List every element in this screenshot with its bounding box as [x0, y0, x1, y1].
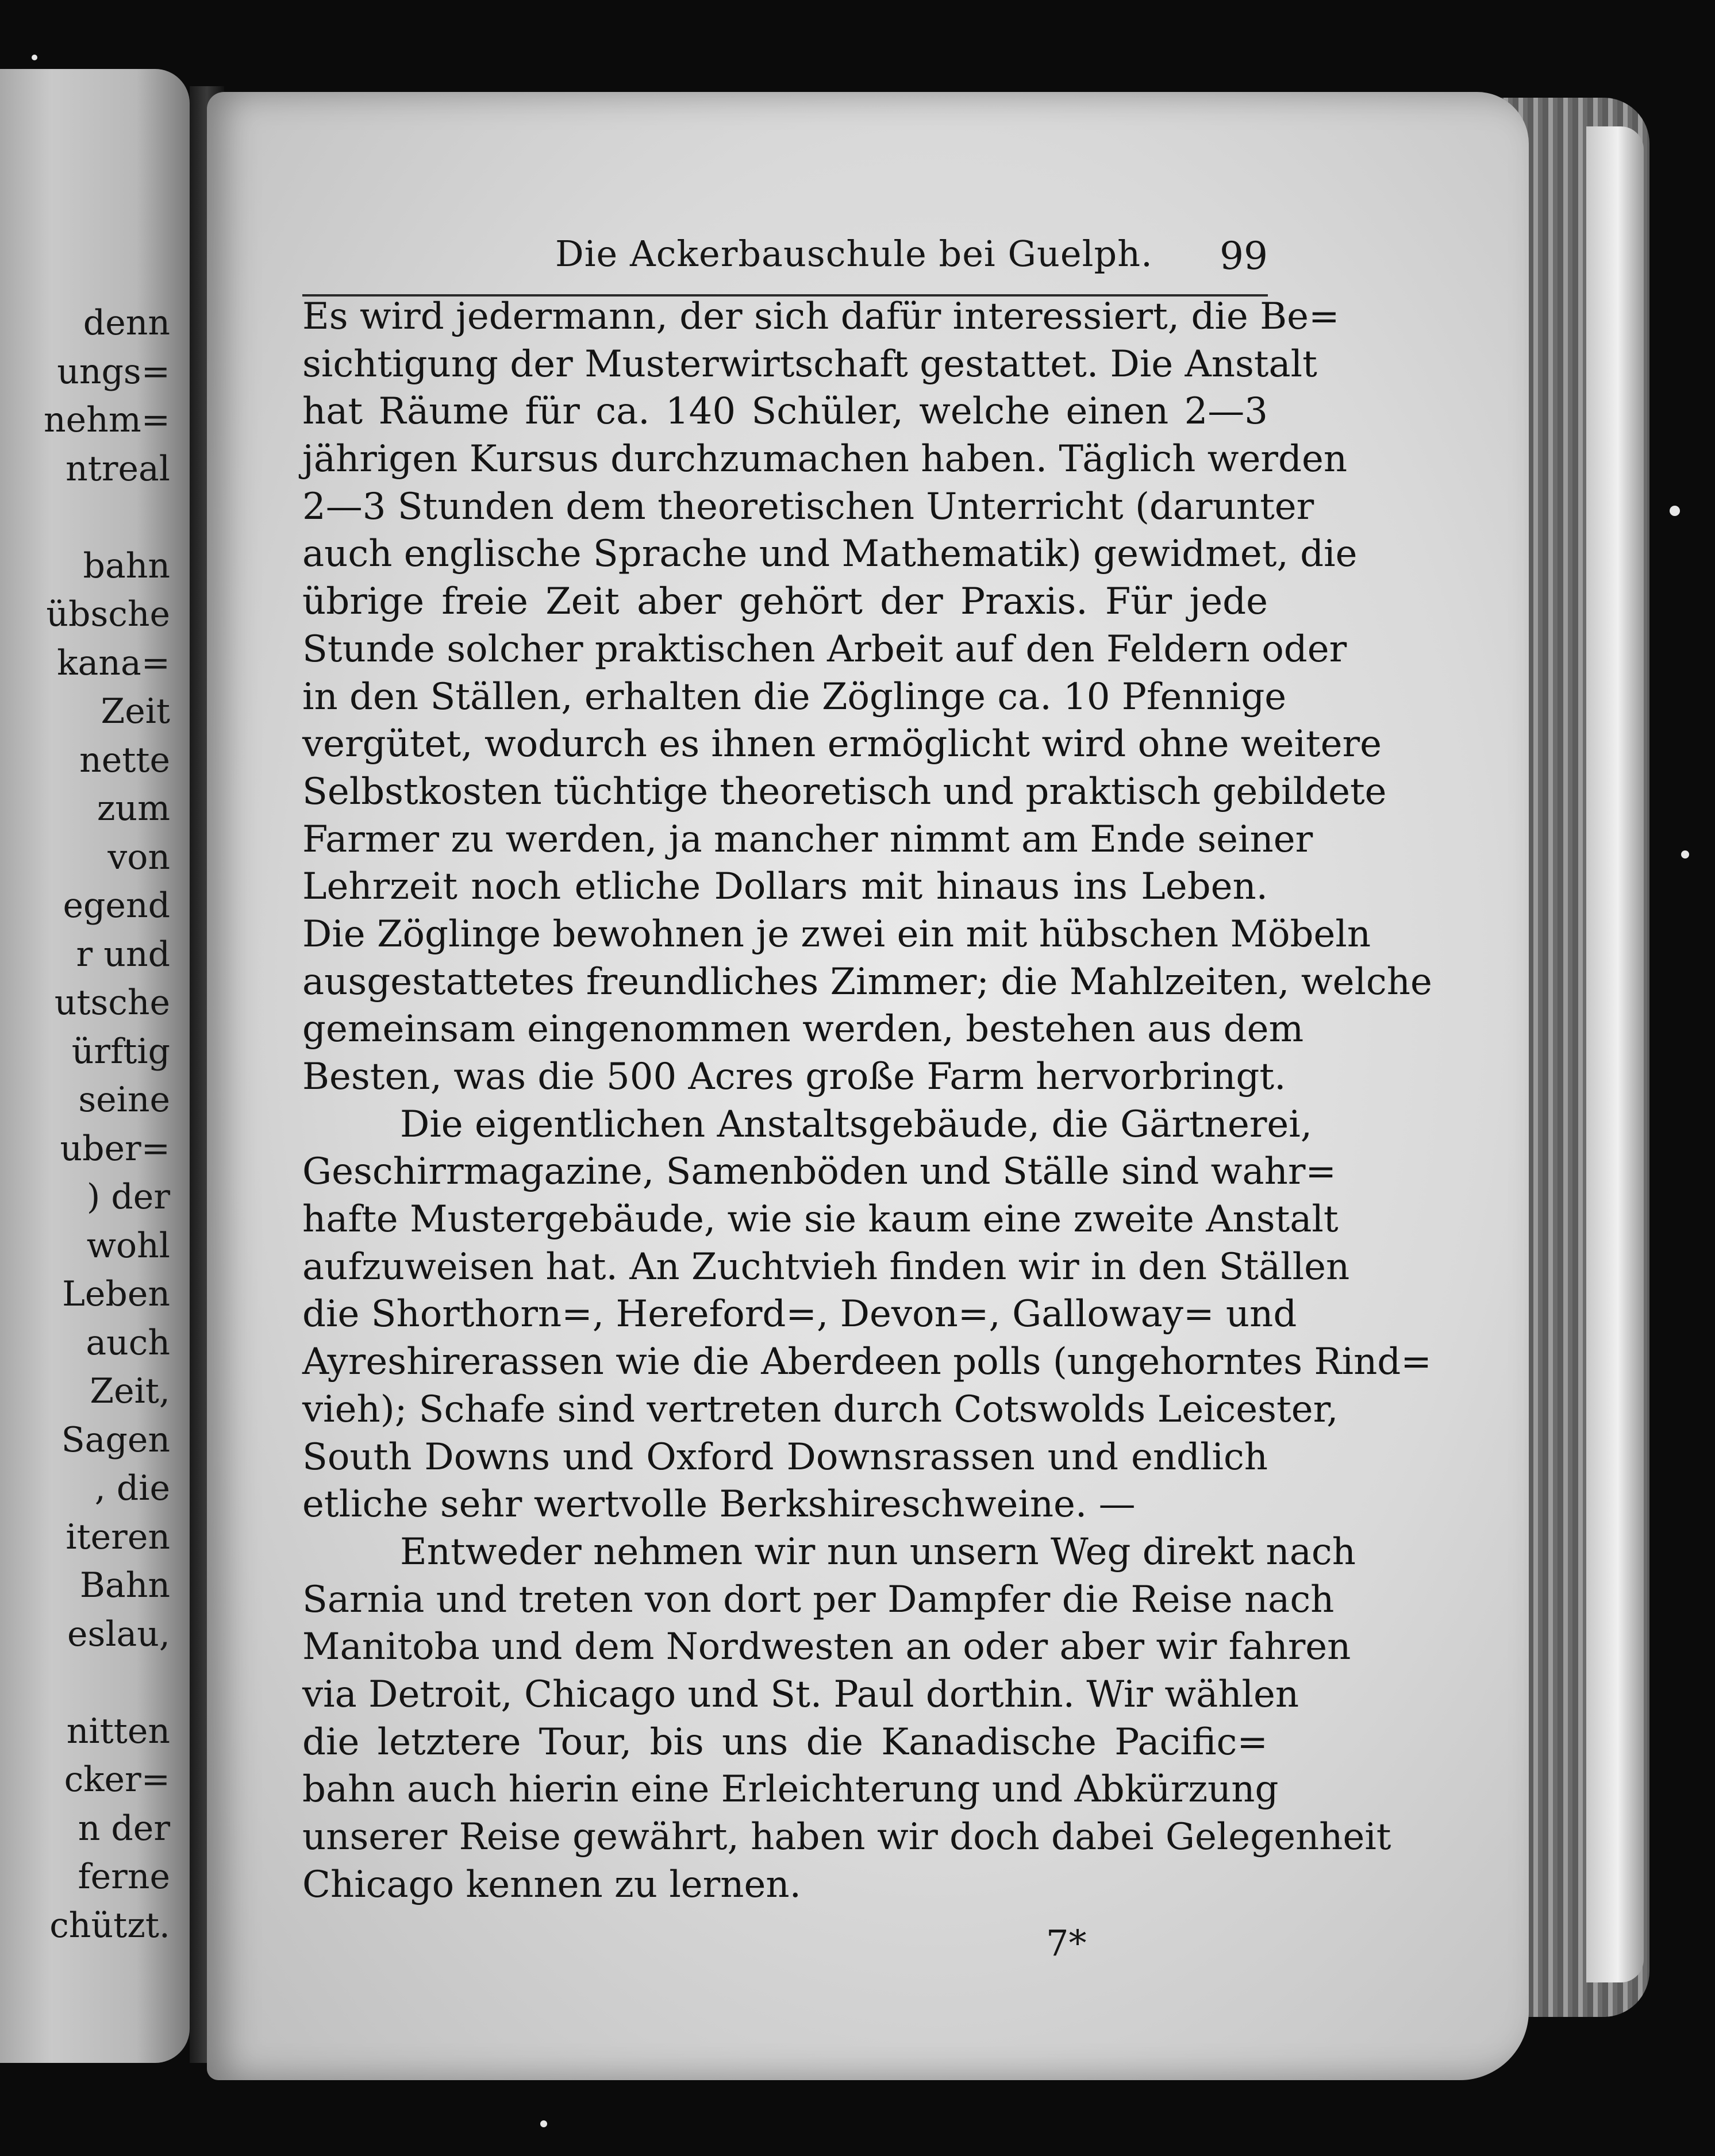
dust-speck — [1681, 850, 1689, 858]
left-page-fragment: egend — [63, 886, 170, 926]
text-line: unserer Reise gewährt, haben wir doch dabei Gelegenheit — [302, 1816, 1391, 1858]
left-page-fragment: utsche — [54, 983, 170, 1023]
text-line: übrige freie Zeit aber gehört der Praxis. Für jede — [302, 580, 1268, 623]
text-line: vergütet, wodurch es ihnen ermöglicht wird ohne weitere — [302, 723, 1382, 766]
page-header — [302, 221, 1268, 290]
running-title: Die Ackerbauschule bei Guelph. — [555, 233, 1153, 275]
text-line: auch englische Sprache und Mathematik) gewidmet, die — [302, 533, 1358, 576]
left-page-fragment: seine — [78, 1080, 170, 1120]
left-page-fragment: Leben — [62, 1274, 170, 1314]
text-line: Entweder nehmen wir nun unsern Weg direkt nach — [400, 1530, 1356, 1573]
left-page-fragment — [44, 493, 170, 542]
text-line: Es wird jedermann, der sich dafür interessiert, die Be= — [302, 295, 1340, 338]
text-line: Chicago kennen zu lernen. — [302, 1863, 801, 1906]
left-page-fragment: nitten — [66, 1711, 170, 1751]
left-page-fragment: ungs= — [57, 351, 170, 392]
left-page-fragment: ntreal — [66, 448, 170, 489]
text-line: etliche sehr wertvolle Berkshireschweine. — — [302, 1483, 1136, 1526]
left-page-fragment: bahn — [83, 545, 170, 586]
dust-speck — [1670, 506, 1680, 516]
left-page-fragment: Bahn — [79, 1565, 170, 1606]
left-page-text-fragments — [44, 299, 170, 1950]
left-page-fragment: wohl — [86, 1225, 170, 1266]
text-line: bahn auch hierin eine Erleichterung und Abkürzung — [302, 1768, 1279, 1811]
text-line: via Detroit, Chicago und St. Paul dorthin. Wir wählen — [302, 1673, 1299, 1716]
text-line: Farmer zu werden, ja mancher nimmt am Ende seiner — [302, 818, 1313, 861]
text-line: Die eigentlichen Anstaltsgebäude, die Gärtnerei, — [400, 1103, 1313, 1146]
left-page-fragment: eslau, — [67, 1614, 170, 1654]
text-line: in den Ställen, erhalten die Zöglinge ca. 10 Pfennige — [302, 675, 1287, 718]
text-line: Die Zöglinge bewohnen je zwei ein mit hübschen Möbeln — [302, 913, 1371, 956]
left-page-fragment: übsche — [46, 594, 170, 634]
left-page-fragment: ürftig — [71, 1031, 170, 1072]
page-number: 99 — [1220, 234, 1268, 278]
left-page-fragment: , die — [94, 1468, 170, 1508]
left-page-fragment: auch — [86, 1322, 170, 1363]
left-page-fragment: n der — [78, 1808, 170, 1849]
text-line: hafte Mustergebäude, wie sie kaum eine zweite Anstalt — [302, 1198, 1339, 1241]
left-page-fragment: chützt. — [49, 1905, 170, 1946]
text-line: ausgestattetes freundliches Zimmer; die Mahlzeiten, welche — [302, 960, 1432, 1003]
text-line: Geschirrmagazine, Samenböden und Ställe sind wahr= — [302, 1150, 1337, 1194]
left-page-fragment: cker= — [64, 1760, 170, 1800]
left-page-fragment: uber= — [60, 1128, 170, 1169]
left-page-fragment: kana= — [57, 642, 170, 683]
text-line: aufzuweisen hat. An Zuchtvieh finden wir in den Ställen — [302, 1245, 1350, 1288]
left-page-fragment: nette — [79, 740, 170, 780]
text-line: Lehrzeit noch etliche Dollars mit hinaus ins Leben. — [302, 865, 1268, 908]
left-page — [0, 69, 190, 2063]
dust-speck — [540, 2120, 547, 2127]
left-page-fragment: Sagen — [61, 1419, 170, 1460]
left-page-fragment: denn — [83, 303, 170, 343]
left-page-fragment: iteren — [66, 1516, 170, 1557]
text-line: sichtigung der Musterwirtschaft gestattet. Die Anstalt — [302, 342, 1317, 386]
text-line: Manitoba und dem Nordwesten an oder aber wir fahren — [302, 1626, 1351, 1669]
left-page-fragment: zum — [97, 788, 170, 829]
left-page-fragment: ferne — [78, 1857, 170, 1897]
text-line: Selbstkosten tüchtige theoretisch und praktisch gebildete — [302, 770, 1387, 813]
text-line: vieh); Schafe sind vertreten durch Cotswolds Leicester, — [302, 1388, 1339, 1431]
left-page-fragment: r und — [76, 934, 170, 975]
dust-speck — [32, 55, 37, 60]
left-page-fragment: ) der — [86, 1177, 170, 1217]
left-page-fragment: Zeit — [101, 691, 170, 732]
text-line: die Shorthorn=, Hereford=, Devon=, Galloway= und — [302, 1293, 1297, 1336]
signature-mark: 7* — [1046, 1922, 1087, 1964]
left-page-fragment: von — [107, 837, 170, 877]
text-line: Sarnia und treten von dort per Dampfer die Reise nach — [302, 1578, 1335, 1621]
text-line: 2—3 Stunden dem theoretischen Unterricht (darunter — [302, 485, 1314, 528]
left-page-fragment: nehm= — [44, 400, 170, 440]
book-cover-edge — [1586, 126, 1644, 1982]
text-line: jährigen Kursus durchzumachen haben. Täglich werden — [302, 438, 1348, 481]
left-page-fragment: Zeit, — [90, 1371, 170, 1411]
text-line: Besten, was die 500 Acres große Farm hervorbringt. — [302, 1056, 1286, 1098]
body-text — [302, 293, 1432, 1908]
text-line: Ayreshirerassen wie die Aberdeen polls (ungehorntes Rind= — [302, 1341, 1432, 1384]
left-page-fragment — [44, 1658, 170, 1707]
text-line: die letztere Tour, bis uns die Kanadische Pacific= — [302, 1720, 1268, 1764]
text-line: South Downs und Oxford Downsrassen und endlich — [302, 1435, 1268, 1479]
text-line: gemeinsam eingenommen werden, bestehen aus dem — [302, 1008, 1304, 1051]
text-line: Stunde solcher praktischen Arbeit auf den Feldern oder — [302, 627, 1347, 671]
text-line: hat Räume für ca. 140 Schüler, welche einen 2—3 — [302, 390, 1268, 433]
